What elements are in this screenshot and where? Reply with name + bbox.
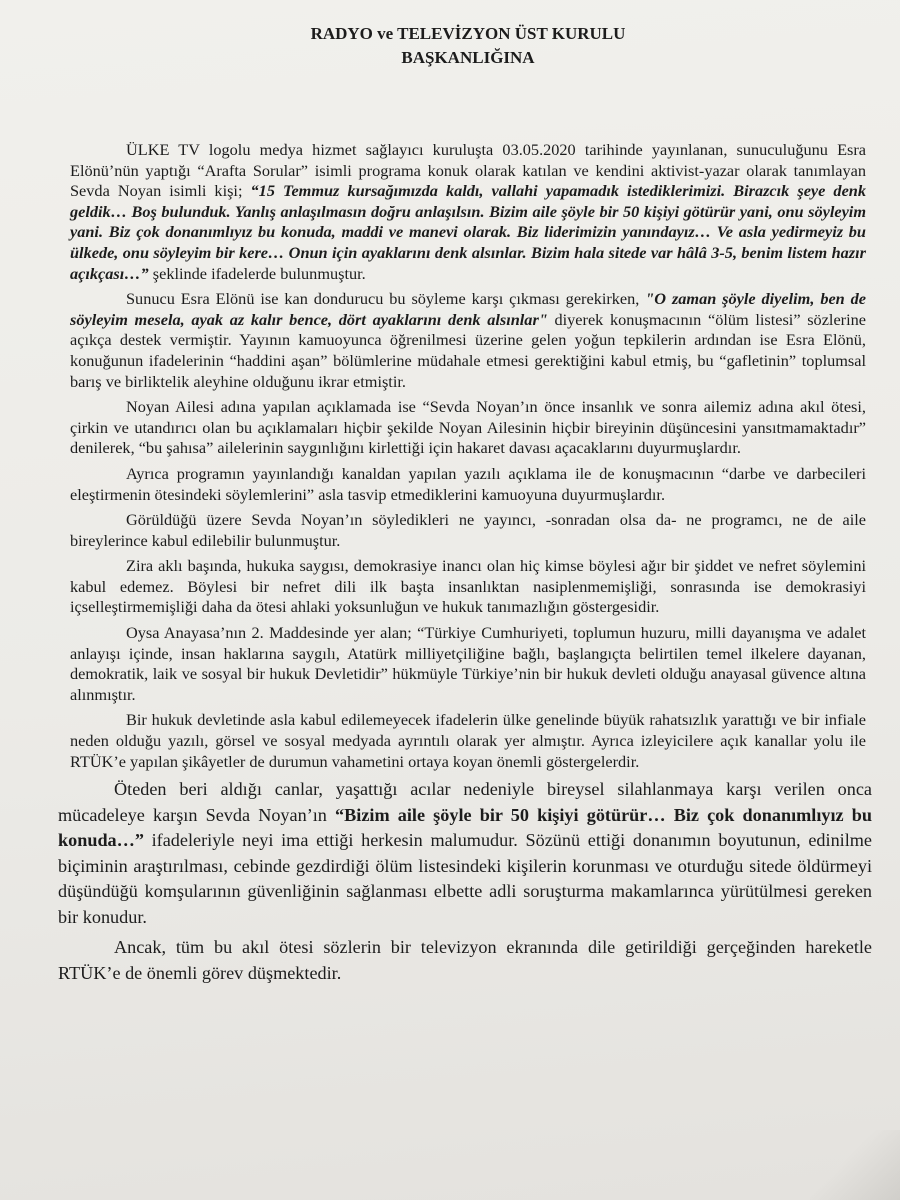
paragraph-4: Ayrıca programın yayınlandığı kanaldan yapılan yazılı açıklama ile de konuşmacının “darbe ve darbecileri eleştirmenin ötesindeki söylemlerini” asla tasvip etmediklerini kamuoyuna duyurmuşlardır. <box>70 463 866 504</box>
paragraph-1 <box>70 140 866 284</box>
paragraph-2-quote: "O zaman şöyle diyelim, ben de söyleyim mesela, ayak az kalır bence, dört ayaklarını denk alsınlar" <box>70 289 867 329</box>
page-shadow <box>810 1130 900 1200</box>
paragraph-2 <box>70 289 866 392</box>
paragraph-2-intro: Sunucu Esra Elönü ise kan dondurucu bu söyleme karşı çıkması gerekirken, <box>126 289 646 309</box>
paragraph-6: Zira aklı başında, hukuka saygısı, demokrasiye inancı olan hiç kimse böylesi ağır bir şiddet ve nefret söylemini kabul edemez. Böylesi bir nefret dili ilk başta insanlıktan nasiplenmemişliği, sonrasında ise demokrasiyi içselleştirmemişliği daha da ötesi ahlaki yoksunluğun ve hukuk tanımazlığın göstergesidir. <box>70 556 866 617</box>
paragraph-8: Bir hukuk devletinde asla kabul edilemeyecek ifadelerin ülke genelinde büyük rahatsızlık yarattığı ve bir infiale neden olduğu yazılı, görsel ve sosyal medyada ayrıntılı olarak yer almıştır. Ayrıca izleyicilere açık kanallar yolu ile RTÜK’e yapılan şikâyetler de durumun vahametini ortaya koyan önemli göstergelerdir. <box>70 710 866 771</box>
paragraph-1-quote: “15 Temmuz kursağımızda kaldı, vallahi yapamadık istediklerimizi. Birazcık şeye denk geldik… Boş bulunduk. Yanlış anlaşılmasın doğru anlaşılsın. Bizim aile şöyle bir 50 kişiyi götürür yani, onu söyleyim yani. Biz çok donanımlıyız bu konuda, maddi ve manevi olarak. Biz liderimizin yanındayız… Ve asla yedirmeyiz bu ülkede, onu söyleyim bir kere… Onun için ayaklarını denk alsınlar. Bizim hala sitede var hâlâ 3-5, benim listem hazır açıkçası…” <box>70 181 866 283</box>
paragraph-9-end: ifadeleriyle neyi ima ettiği herkesin malumudur. Sözünü ettiği donanımın boyutunun, edinilme biçiminin araştırılması, cebinde gezdirdiği ölüm listesindeki kişilerin korunması ve oturduğu sitede öldürmeyi düşündüğü komşularının güvenliğinin sağlanması elbette adli soruşturma makamlarınca yürütülmesi gereken bir konudur. <box>58 830 872 927</box>
addressee-line-2: BAŞKANLIĞINA <box>401 48 535 67</box>
paragraph-5: Görüldüğü üzere Sevda Noyan’ın söyledikleri ne yayıncı, -sonradan olsa da- ne programcı, ne de aile bireylerince kabul edilebilir bulunmuştur. <box>70 510 866 550</box>
paragraph-9-intro: Öteden beri aldığı canlar, yaşattığı acılar nedeniyle bireysel silahlanmaya karşı verilen onca mücadeleye karşın Sevda Noyan’ın <box>58 779 872 825</box>
letter-body <box>58 140 872 986</box>
paragraph-9 <box>58 777 872 930</box>
paragraph-9-quote: “Bizim aile şöyle bir 50 kişiyi götürür… Biz çok donanımlıyız bu konuda…” <box>58 804 872 851</box>
paragraph-3: Noyan Ailesi adına yapılan açıklamada ise “Sevda Noyan’ın önce insanlık ve sonra ailemiz adına akıl ötesi, çirkin ve utandırıcı olan bu açıklamaları hiçbir şekilde Noyan Ailesinin hiçbir bireyinin düşüncesini yansıtmamaktadır” denilerek, “bu şahısa” ailelerinin saygınlığını kirlettiği için hakaret davası açacaklarını duyurmuşlardır. <box>70 397 866 458</box>
letter-header <box>70 22 866 70</box>
paragraph-2-end: diyerek konuşmacının “ölüm listesi” sözlerine açıkça destek vermiştir. Yayının kamuoyunca öğrenilmesi üzerine gelen yoğun tepkilerin ardından ise Esra Elönü, konuğunun ifadelerinin “haddini aşan” bölümlerine müdahale etmesi gerektiğini kabul etmiş, bu “gafletinin” toplumsal barış ve birliktelik aleyhine olduğunu ikrar etmiştir. <box>70 309 866 391</box>
paragraph-7: Oysa Anayasa’nın 2. Maddesinde yer alan; “Türkiye Cumhuriyeti, toplumun huzuru, milli dayanışma ve adalet anlayışı içinde, insan haklarına saygılı, Atatürk milliyetçiliğine bağlı, başlangıçta belirtilen temel ilkelere dayanan, demokratik, laik ve sosyal bir hukuk Devletidir” hükmüyle Türkiye’nin bir hukuk devleti olduğu anayasal güvence altına alınmıştır. <box>70 623 866 704</box>
large-text-section <box>58 777 872 986</box>
paragraph-1-end: şeklinde ifadelerde bulunmuştur. <box>148 263 366 283</box>
paragraph-10: Ancak, tüm bu akıl ötesi sözlerin bir televizyon ekranında dile getirildiği gerçeğinden hareketle RTÜK’e de önemli görev düşmektedir. <box>58 937 872 983</box>
addressee-line-1: RADYO ve TELEVİZYON ÜST KURULU <box>310 24 626 43</box>
paragraph-1-intro: ÜLKE TV logolu medya hizmet sağlayıcı kuruluşta 03.05.2020 tarihinde yayınlanan, sunuculuğunu Esra Elönü’nün yaptığı “Arafta Sorular” isimli programa konuk olarak katılan ve kendini aktivist-yazar olarak tanımlayan Sevda Noyan isimli kişi; <box>70 140 866 201</box>
